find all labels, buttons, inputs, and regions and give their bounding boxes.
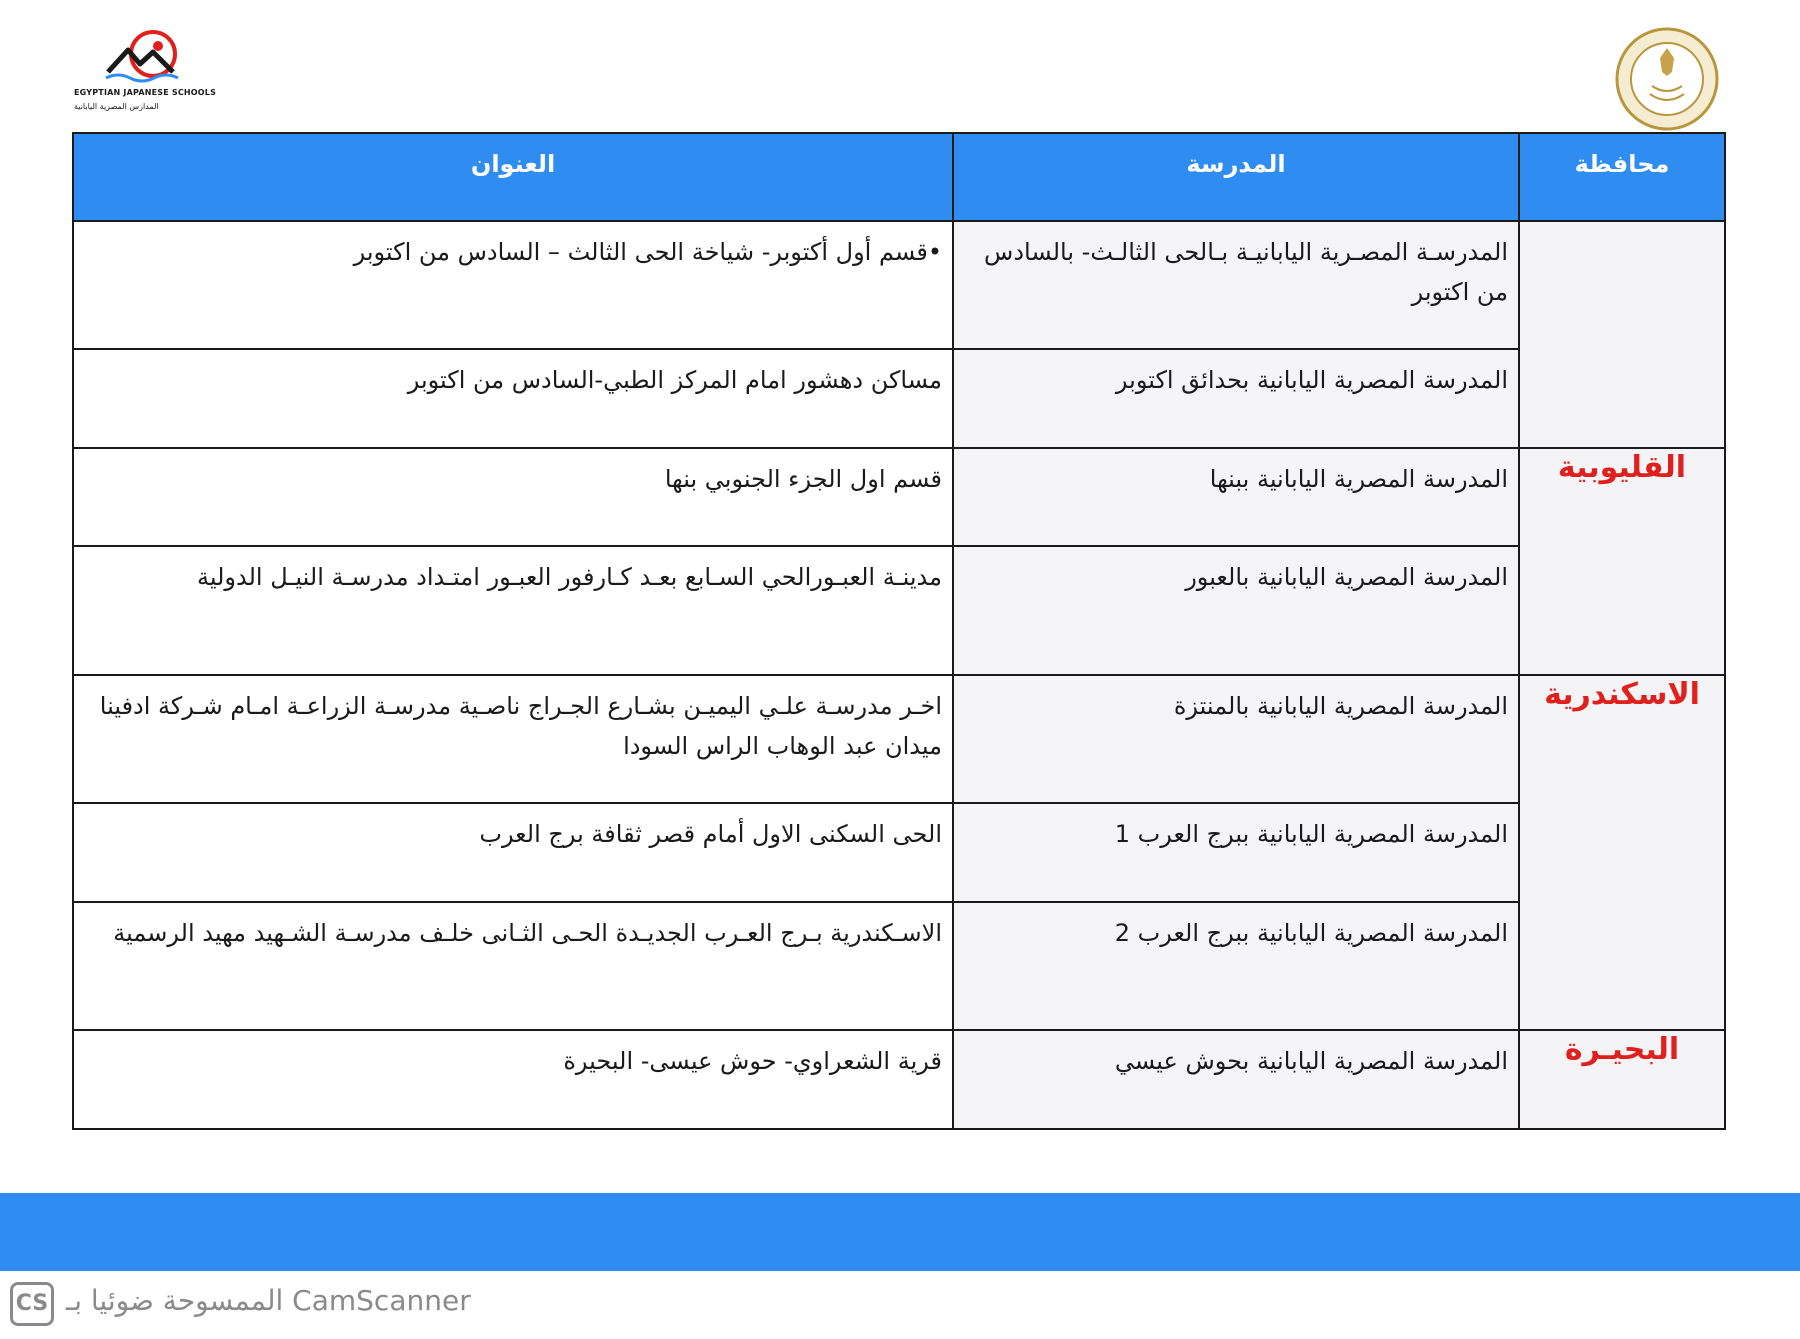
header-governorate: محافظة [1519, 133, 1725, 221]
governorate-cell: الاسكندرية [1519, 675, 1725, 1030]
school-cell: المدرسة المصرية اليابانية بحدائق اكتوبر [953, 349, 1519, 448]
camscanner-badge-icon: CS [10, 1282, 54, 1326]
table-row [73, 546, 1725, 674]
logo-english-name: EGYPTIAN JAPANESE SCHOOLS [74, 88, 217, 97]
address-cell: •قسم أول أكتوبر- شياخة الحى الثالث – السادس من اكتوبر [73, 221, 953, 349]
school-cell: المدرسة المصرية اليابانية ببرج العرب 1 [953, 803, 1519, 902]
header-address: العنوان [73, 133, 953, 221]
address-cell: الاسـكندرية بـرج العـرب الجديـدة الحـى الثـانى خلـف مدرسـة الشـهيد مهيد الرسمية [73, 902, 953, 1030]
table-row [73, 448, 1725, 547]
egyptian-japanese-schools-logo [74, 30, 224, 120]
table-row [73, 349, 1725, 448]
logo-mountains-icon [98, 30, 198, 86]
camscanner-watermark: الممسوحة ضوئيا بـ CamScanner [66, 1284, 471, 1317]
address-cell: قسم اول الجزء الجنوبي بنها [73, 448, 953, 547]
school-cell: المدرسة المصرية اليابانية ببرج العرب 2 [953, 902, 1519, 1030]
table-header-row [73, 133, 1725, 221]
address-cell: اخـر مدرسـة علـي اليميـن بشـارع الجـراج ناصـية مدرسـة الزراعـة امـام شـركة ادفينا ميدان عبد الوهاب الراس السودا [73, 675, 953, 803]
schools-table [72, 132, 1726, 1130]
table-row [73, 1030, 1725, 1129]
school-cell: المدرسة المصرية اليابانية ببنها [953, 448, 1519, 547]
table-row [73, 902, 1725, 1030]
school-cell: المدرسة المصرية اليابانية بالعبور [953, 546, 1519, 674]
school-cell: المدرسة المصرية اليابانية بالمنتزة [953, 675, 1519, 803]
table-row [73, 221, 1725, 349]
school-cell: المدرسـة المصـرية اليابانيـة بـالحى الثالـث- بالسادس من اكتوبر [953, 221, 1519, 349]
address-cell: الحى السكنى الاول أمام قصر ثقافة برج العرب [73, 803, 953, 902]
footer-bar [0, 1193, 1800, 1271]
table-row [73, 803, 1725, 902]
governorate-cell [1519, 221, 1725, 448]
ministry-seal-icon [1614, 26, 1720, 132]
header-school: المدرسة [953, 133, 1519, 221]
address-cell: قرية الشعراوي- حوش عيسى- البحيرة [73, 1030, 953, 1129]
governorate-cell: البحيـرة [1519, 1030, 1725, 1129]
table-row [73, 675, 1725, 803]
address-cell: مساكن دهشور امام المركز الطبي-السادس من اكتوبر [73, 349, 953, 448]
governorate-cell: القليوبية [1519, 448, 1725, 675]
school-cell: المدرسة المصرية اليابانية بحوش عيسي [953, 1030, 1519, 1129]
logo-arabic-name: المدارس المصرية اليابانية [74, 102, 159, 111]
address-cell: مدينـة العبـورالحي السـابع بعـد كـارفور العبـور امتـداد مدرسـة النيـل الدولية [73, 546, 953, 674]
